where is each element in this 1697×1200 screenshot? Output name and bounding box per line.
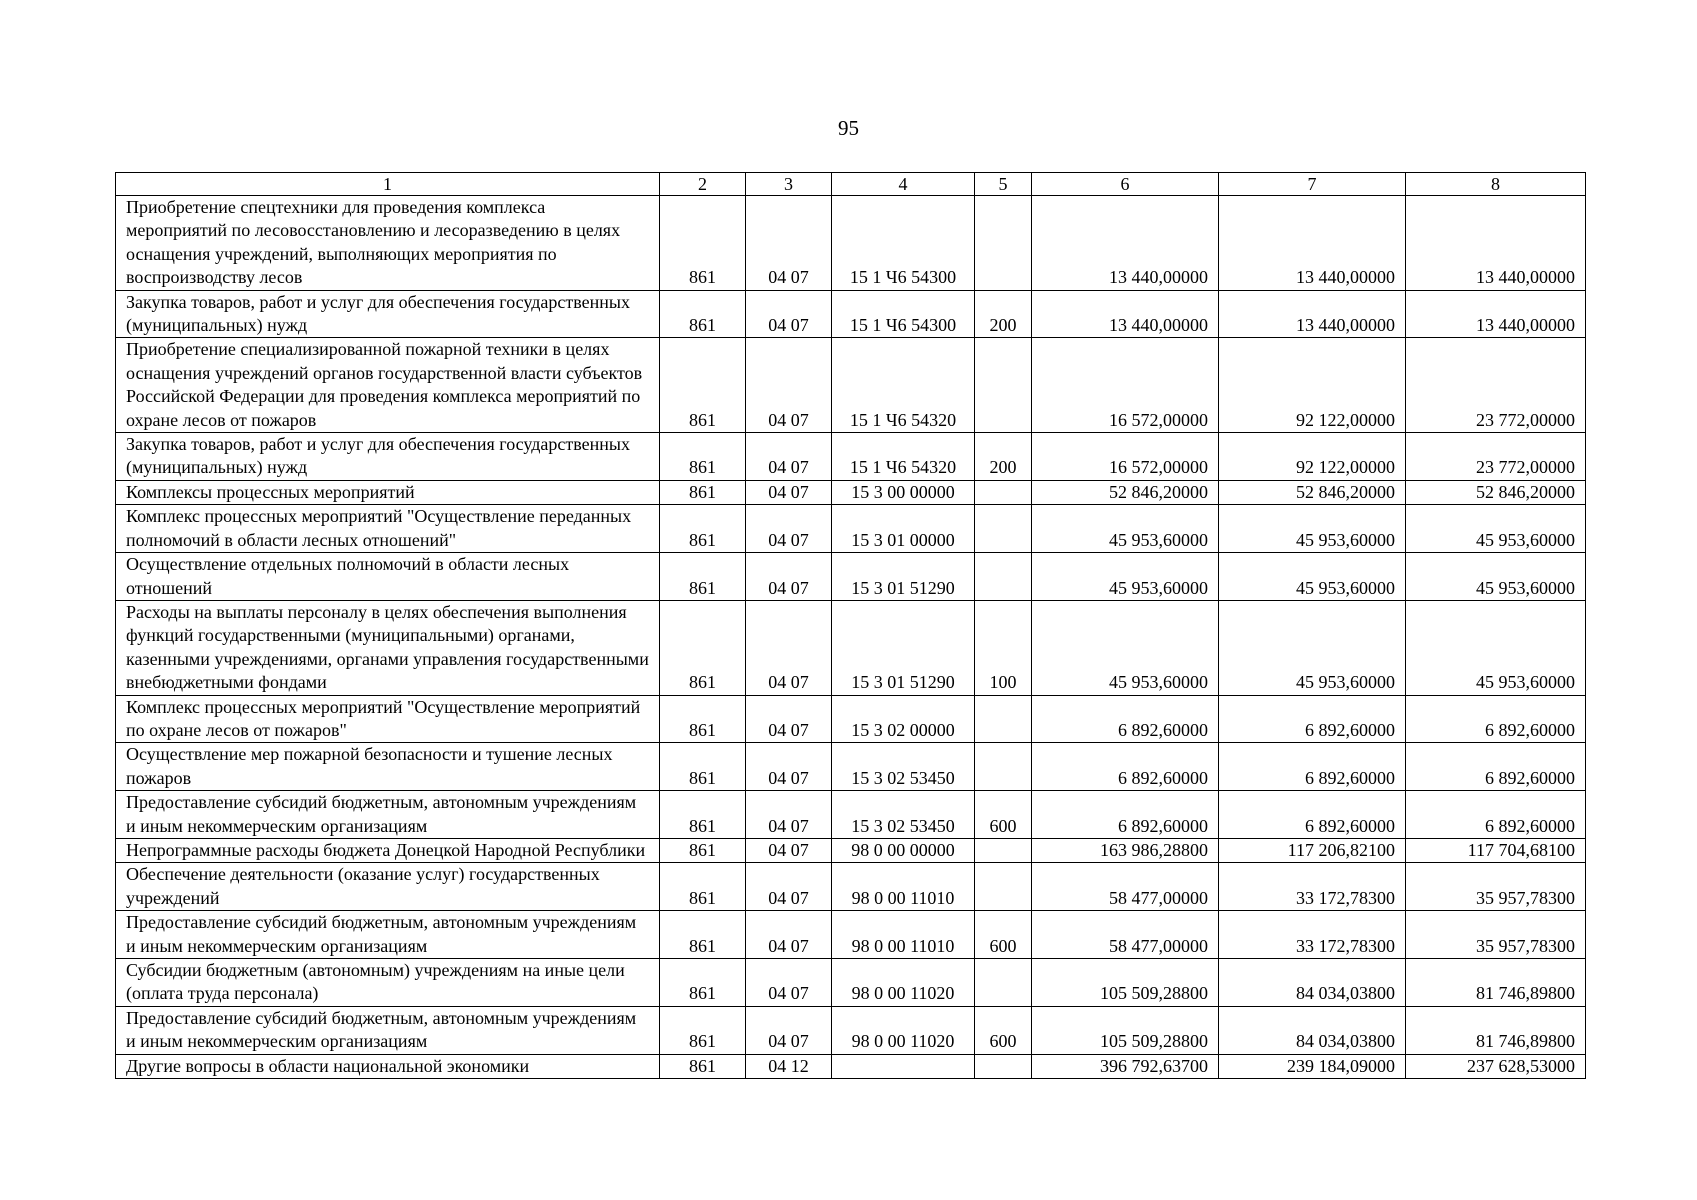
expense-name-cell: Субсидии бюджетным (автономным) учреждениям на иные цели (оплата труда персонала) (116, 959, 660, 1007)
table-body (116, 196, 1586, 1079)
ministry-code-cell: 861 (660, 196, 746, 291)
amount-cell: 6 892,60000 (1219, 695, 1406, 743)
expense-type-cell: 100 (975, 600, 1032, 695)
expense-type-cell (975, 553, 1032, 601)
column-header: 1 (116, 173, 660, 196)
table-row (116, 959, 1586, 1007)
table-row (116, 553, 1586, 601)
amount-cell: 58 477,00000 (1032, 863, 1219, 911)
table-row (116, 911, 1586, 959)
header-row (116, 173, 1586, 196)
ministry-code-cell: 861 (660, 911, 746, 959)
table-row (116, 600, 1586, 695)
table-row (116, 838, 1586, 862)
ministry-code-cell: 861 (660, 290, 746, 338)
amount-cell: 52 846,20000 (1219, 480, 1406, 504)
target-article-cell: 98 0 00 11020 (832, 959, 975, 1007)
target-article-cell: 15 3 01 00000 (832, 505, 975, 553)
amount-cell: 105 509,28800 (1032, 959, 1219, 1007)
amount-cell: 45 953,60000 (1219, 600, 1406, 695)
column-header: 8 (1406, 173, 1586, 196)
amount-cell: 13 440,00000 (1219, 196, 1406, 291)
ministry-code-cell: 861 (660, 863, 746, 911)
expense-type-cell (975, 743, 1032, 791)
section-code-cell: 04 07 (746, 480, 832, 504)
expense-type-cell (975, 1054, 1032, 1078)
target-article-cell: 15 3 00 00000 (832, 480, 975, 504)
amount-cell: 52 846,20000 (1406, 480, 1586, 504)
section-code-cell: 04 07 (746, 600, 832, 695)
expense-name-cell: Другие вопросы в области национальной экономики (116, 1054, 660, 1078)
table-row (116, 480, 1586, 504)
amount-cell: 16 572,00000 (1032, 433, 1219, 481)
amount-cell: 92 122,00000 (1219, 338, 1406, 433)
expense-name-cell: Приобретение спецтехники для проведения комплекса мероприятий по лесовосстановлению и лесоразведению в целях оснащения учреждений, выполняющих мероприятия по воспроизводству лесов (116, 196, 660, 291)
ministry-code-cell: 861 (660, 433, 746, 481)
target-article-cell: 15 3 01 51290 (832, 553, 975, 601)
expense-name-cell: Обеспечение деятельности (оказание услуг) государственных учреждений (116, 863, 660, 911)
expense-type-cell (975, 338, 1032, 433)
expense-type-cell (975, 480, 1032, 504)
ministry-code-cell: 861 (660, 959, 746, 1007)
expense-type-cell: 600 (975, 1006, 1032, 1054)
target-article-cell: 15 1 Ч6 54300 (832, 290, 975, 338)
table-row (116, 338, 1586, 433)
amount-cell: 84 034,03800 (1219, 959, 1406, 1007)
ministry-code-cell: 861 (660, 791, 746, 839)
amount-cell: 35 957,78300 (1406, 863, 1586, 911)
column-header: 3 (746, 173, 832, 196)
table-row (116, 1006, 1586, 1054)
amount-cell: 45 953,60000 (1032, 600, 1219, 695)
table-row (116, 695, 1586, 743)
amount-cell: 13 440,00000 (1406, 290, 1586, 338)
amount-cell: 396 792,63700 (1032, 1054, 1219, 1078)
target-article-cell (832, 1054, 975, 1078)
expense-name-cell: Осуществление мер пожарной безопасности и тушение лесных пожаров (116, 743, 660, 791)
table-row (116, 1054, 1586, 1078)
section-code-cell: 04 07 (746, 838, 832, 862)
section-code-cell: 04 07 (746, 196, 832, 291)
ministry-code-cell: 861 (660, 600, 746, 695)
amount-cell: 239 184,09000 (1219, 1054, 1406, 1078)
expense-type-cell: 600 (975, 791, 1032, 839)
target-article-cell: 98 0 00 11020 (832, 1006, 975, 1054)
section-code-cell: 04 07 (746, 290, 832, 338)
amount-cell: 6 892,60000 (1032, 791, 1219, 839)
table-row (116, 863, 1586, 911)
amount-cell: 45 953,60000 (1219, 505, 1406, 553)
amount-cell: 105 509,28800 (1032, 1006, 1219, 1054)
section-code-cell: 04 12 (746, 1054, 832, 1078)
section-code-cell: 04 07 (746, 338, 832, 433)
target-article-cell: 98 0 00 11010 (832, 863, 975, 911)
amount-cell: 33 172,78300 (1219, 863, 1406, 911)
column-header: 6 (1032, 173, 1219, 196)
expense-type-cell (975, 695, 1032, 743)
amount-cell: 35 957,78300 (1406, 911, 1586, 959)
ministry-code-cell: 861 (660, 1006, 746, 1054)
amount-cell: 16 572,00000 (1032, 338, 1219, 433)
section-code-cell: 04 07 (746, 553, 832, 601)
amount-cell: 6 892,60000 (1219, 791, 1406, 839)
expense-type-cell: 200 (975, 433, 1032, 481)
budget-table (115, 172, 1586, 1079)
amount-cell: 13 440,00000 (1406, 196, 1586, 291)
amount-cell: 45 953,60000 (1032, 505, 1219, 553)
table-row (116, 505, 1586, 553)
amount-cell: 117 206,82100 (1219, 838, 1406, 862)
amount-cell: 45 953,60000 (1406, 553, 1586, 601)
amount-cell: 23 772,00000 (1406, 338, 1586, 433)
target-article-cell: 15 3 02 00000 (832, 695, 975, 743)
expense-name-cell: Комплекс процессных мероприятий "Осуществление переданных полномочий в области лесных отношений" (116, 505, 660, 553)
target-article-cell: 15 3 02 53450 (832, 743, 975, 791)
expense-name-cell: Предоставление субсидий бюджетным, автономным учреждениям и иным некоммерческим организациям (116, 791, 660, 839)
amount-cell: 45 953,60000 (1032, 553, 1219, 601)
expense-name-cell: Закупка товаров, работ и услуг для обеспечения государственных (муниципальных) нужд (116, 290, 660, 338)
ministry-code-cell: 861 (660, 1054, 746, 1078)
amount-cell: 13 440,00000 (1219, 290, 1406, 338)
table-row (116, 196, 1586, 291)
amount-cell: 52 846,20000 (1032, 480, 1219, 504)
ministry-code-cell: 861 (660, 695, 746, 743)
expense-name-cell: Осуществление отдельных полномочий в области лесных отношений (116, 553, 660, 601)
section-code-cell: 04 07 (746, 743, 832, 791)
table-row (116, 743, 1586, 791)
ministry-code-cell: 861 (660, 838, 746, 862)
ministry-code-cell: 861 (660, 743, 746, 791)
amount-cell: 23 772,00000 (1406, 433, 1586, 481)
amount-cell: 13 440,00000 (1032, 196, 1219, 291)
amount-cell: 45 953,60000 (1219, 553, 1406, 601)
amount-cell: 6 892,60000 (1032, 695, 1219, 743)
column-header: 4 (832, 173, 975, 196)
amount-cell: 13 440,00000 (1032, 290, 1219, 338)
expense-name-cell: Предоставление субсидий бюджетным, автономным учреждениям и иным некоммерческим организациям (116, 1006, 660, 1054)
expense-type-cell (975, 838, 1032, 862)
amount-cell: 58 477,00000 (1032, 911, 1219, 959)
amount-cell: 33 172,78300 (1219, 911, 1406, 959)
ministry-code-cell: 861 (660, 505, 746, 553)
section-code-cell: 04 07 (746, 433, 832, 481)
amount-cell: 84 034,03800 (1219, 1006, 1406, 1054)
expense-name-cell: Закупка товаров, работ и услуг для обеспечения государственных (муниципальных) нужд (116, 433, 660, 481)
expense-type-cell: 600 (975, 911, 1032, 959)
expense-name-cell: Предоставление субсидий бюджетным, автономным учреждениям и иным некоммерческим организациям (116, 911, 660, 959)
amount-cell: 6 892,60000 (1406, 743, 1586, 791)
expense-name-cell: Комплекс процессных мероприятий "Осуществление мероприятий по охране лесов от пожаров" (116, 695, 660, 743)
ministry-code-cell: 861 (660, 338, 746, 433)
expense-name-cell: Расходы на выплаты персоналу в целях обеспечения выполнения функций государственными (муниципальными) органами, казенными учреждениями, органами управления государственными внебюджетными фондами (116, 600, 660, 695)
expense-type-cell: 200 (975, 290, 1032, 338)
target-article-cell: 98 0 00 00000 (832, 838, 975, 862)
amount-cell: 92 122,00000 (1219, 433, 1406, 481)
target-article-cell: 15 3 02 53450 (832, 791, 975, 839)
ministry-code-cell: 861 (660, 480, 746, 504)
expense-type-cell (975, 196, 1032, 291)
column-header: 2 (660, 173, 746, 196)
table-row (116, 791, 1586, 839)
column-header: 5 (975, 173, 1032, 196)
section-code-cell: 04 07 (746, 1006, 832, 1054)
table-row (116, 433, 1586, 481)
expense-name-cell: Комплексы процессных мероприятий (116, 480, 660, 504)
amount-cell: 6 892,60000 (1219, 743, 1406, 791)
target-article-cell: 15 3 01 51290 (832, 600, 975, 695)
amount-cell: 81 746,89800 (1406, 1006, 1586, 1054)
table-row (116, 290, 1586, 338)
expense-type-cell (975, 505, 1032, 553)
ministry-code-cell: 861 (660, 553, 746, 601)
amount-cell: 237 628,53000 (1406, 1054, 1586, 1078)
expense-type-cell (975, 959, 1032, 1007)
section-code-cell: 04 07 (746, 911, 832, 959)
expense-name-cell: Непрограммные расходы бюджета Донецкой Народной Республики (116, 838, 660, 862)
expense-name-cell: Приобретение специализированной пожарной техники в целях оснащения учреждений органов государственной власти субъектов Российской Федерации для проведения комплекса мероприятий по охране лесов от пожаров (116, 338, 660, 433)
amount-cell: 45 953,60000 (1406, 505, 1586, 553)
target-article-cell: 15 1 Ч6 54320 (832, 433, 975, 481)
section-code-cell: 04 07 (746, 959, 832, 1007)
target-article-cell: 15 1 Ч6 54320 (832, 338, 975, 433)
amount-cell: 81 746,89800 (1406, 959, 1586, 1007)
section-code-cell: 04 07 (746, 695, 832, 743)
section-code-cell: 04 07 (746, 505, 832, 553)
section-code-cell: 04 07 (746, 791, 832, 839)
column-header: 7 (1219, 173, 1406, 196)
amount-cell: 6 892,60000 (1406, 791, 1586, 839)
amount-cell: 163 986,28800 (1032, 838, 1219, 862)
target-article-cell: 98 0 00 11010 (832, 911, 975, 959)
amount-cell: 6 892,60000 (1032, 743, 1219, 791)
amount-cell: 45 953,60000 (1406, 600, 1586, 695)
section-code-cell: 04 07 (746, 863, 832, 911)
expense-type-cell (975, 863, 1032, 911)
amount-cell: 6 892,60000 (1406, 695, 1586, 743)
page-number: 95 (838, 116, 859, 140)
amount-cell: 117 704,68100 (1406, 838, 1586, 862)
target-article-cell: 15 1 Ч6 54300 (832, 196, 975, 291)
